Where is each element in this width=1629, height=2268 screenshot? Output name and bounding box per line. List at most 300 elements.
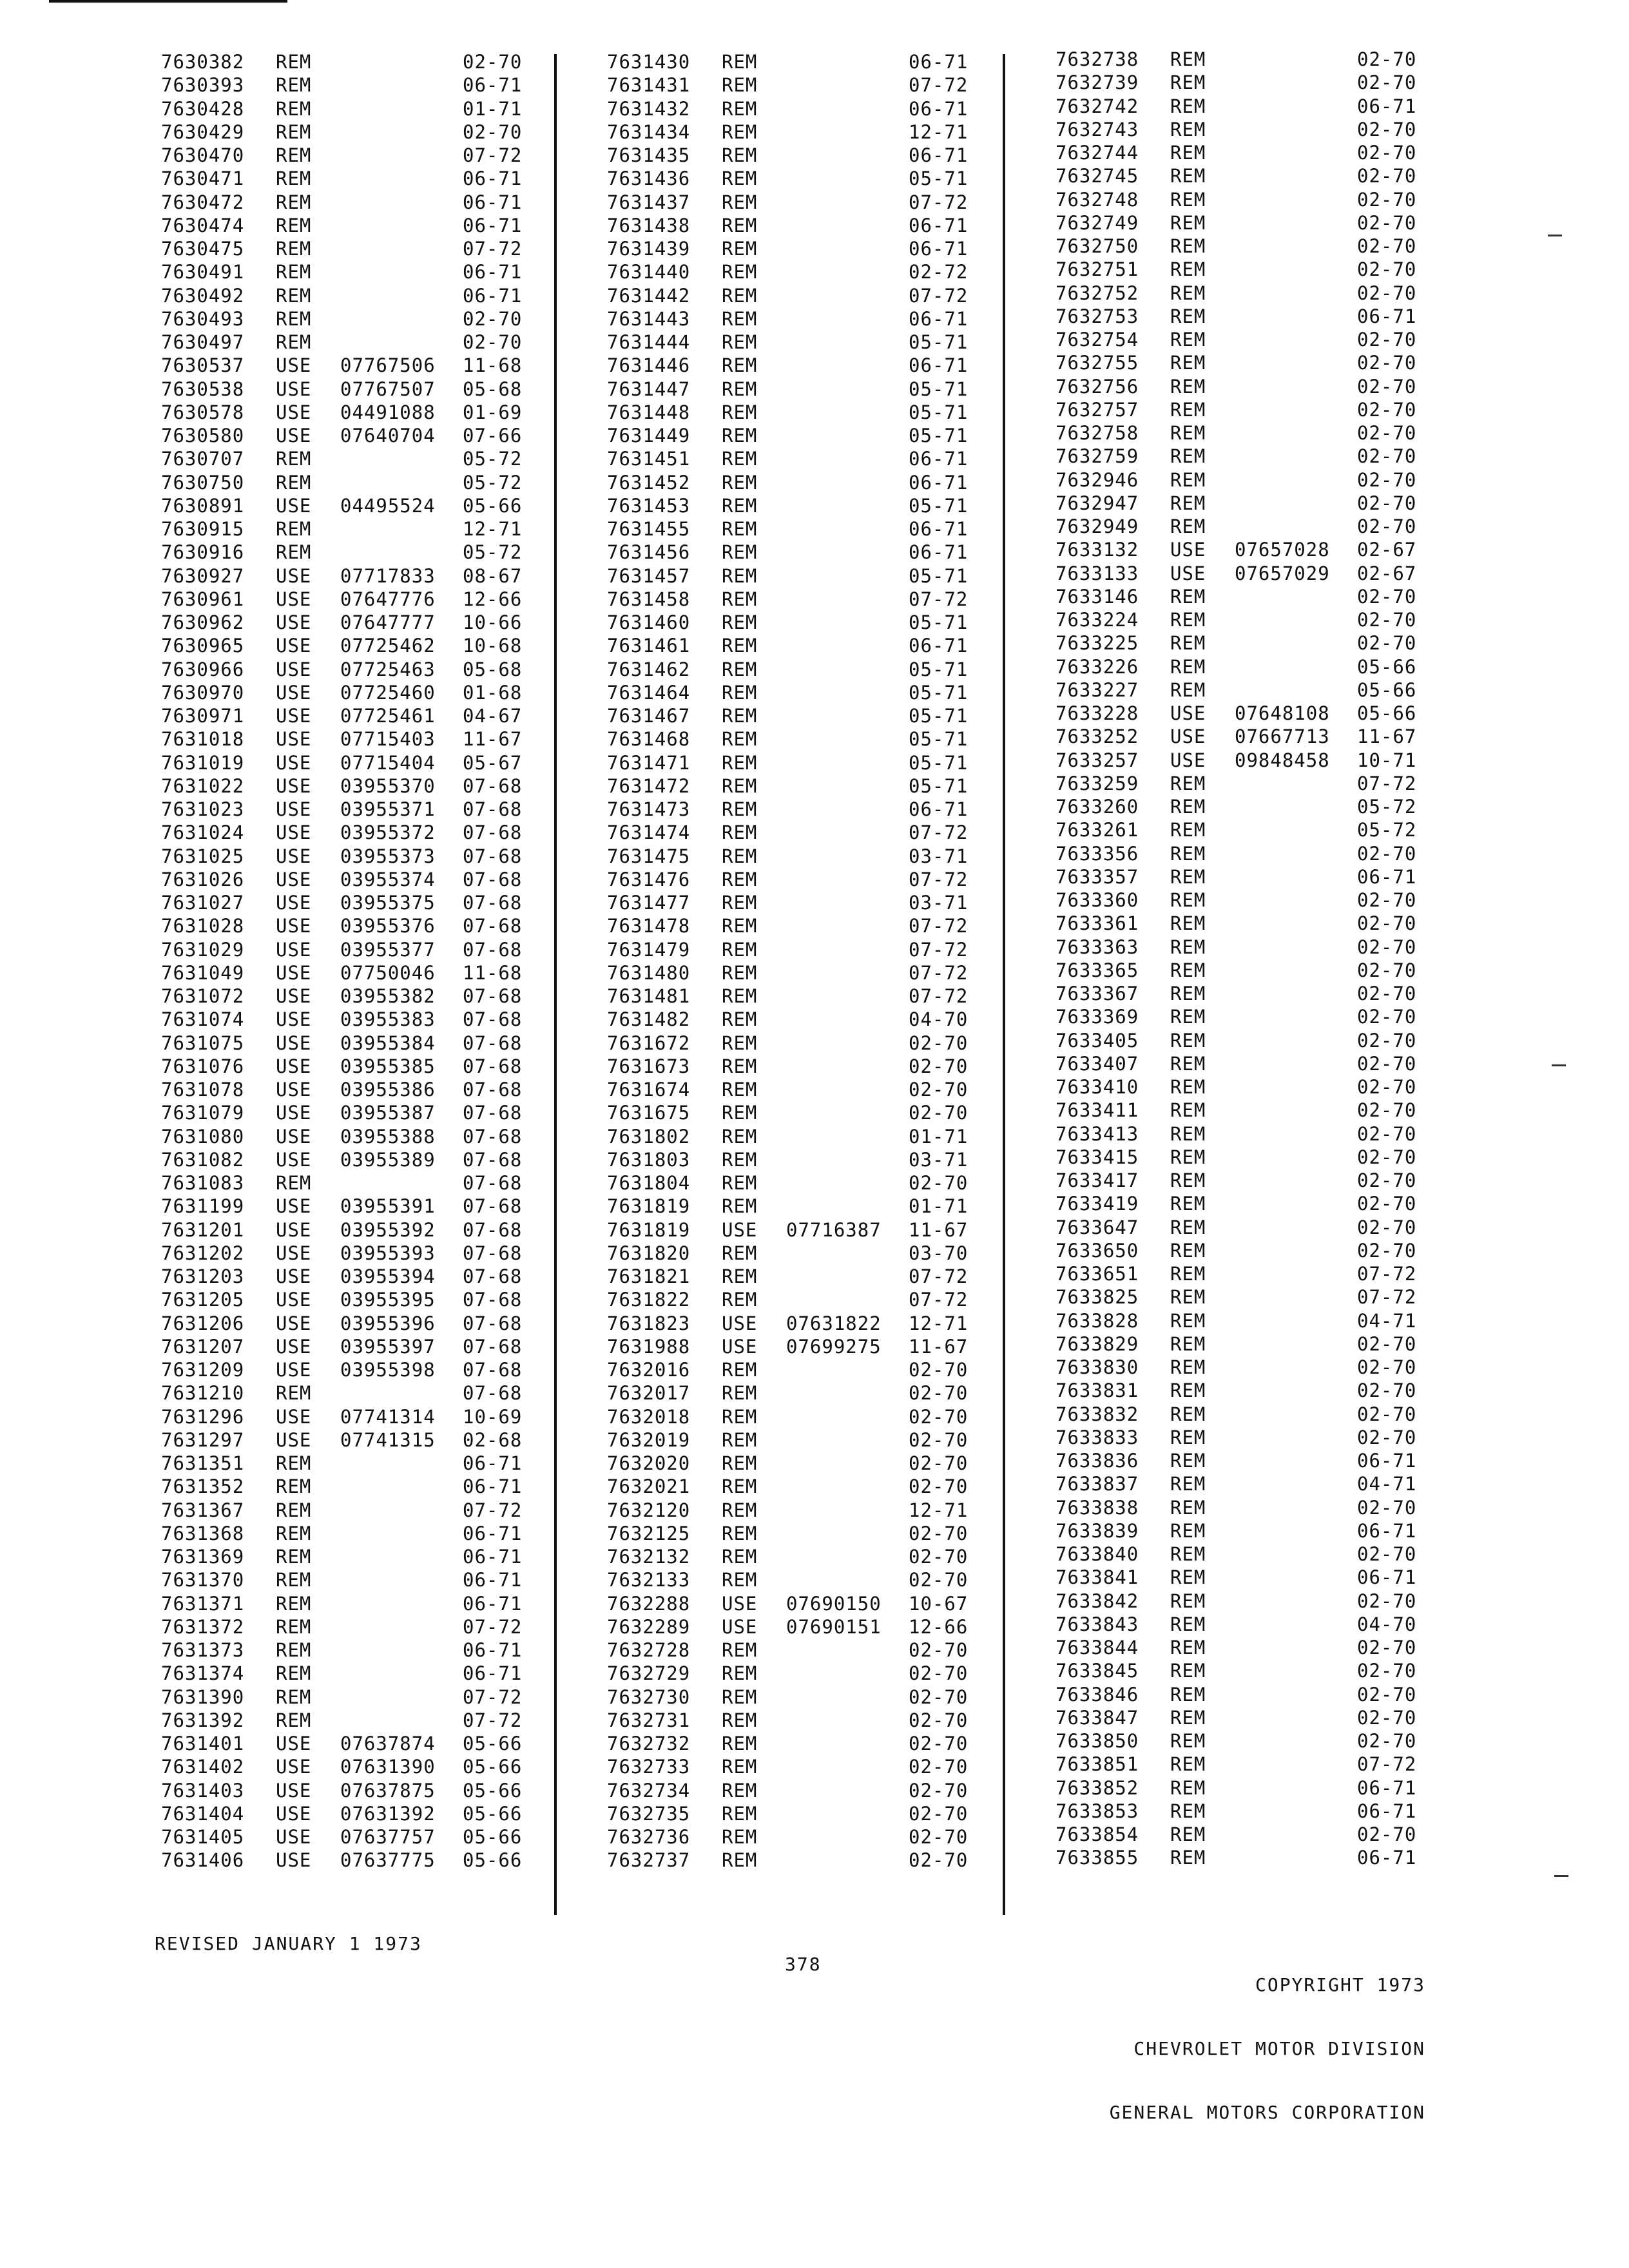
date: 01-71 [463,97,523,120]
part-row [161,167,521,190]
part-number: 7631203 [161,1265,245,1287]
date: 06-71 [1357,95,1417,117]
replacement-number: 07690151 [786,1615,882,1638]
date: 02-70 [1357,1169,1417,1191]
action-code: REM [1170,118,1206,140]
date: 06-71 [463,261,523,284]
action-code: REM [1170,468,1206,491]
copyright-block [1110,1932,1425,2144]
part-row [161,658,521,681]
part-number: 7630537 [161,354,245,377]
date: 02-70 [1357,1052,1417,1075]
part-row [161,378,521,401]
part-number: 7633847 [1055,1706,1139,1729]
part-number: 7633651 [1055,1263,1139,1285]
part-row [607,1358,967,1381]
date: 02-70 [1357,1637,1417,1658]
action-code: REM [722,1849,758,1872]
date: 02-70 [1357,1683,1417,1706]
part-row [1055,1169,1415,1192]
action-code: REM [1170,1239,1206,1262]
date: 05-71 [909,378,969,400]
action-code: USE [276,1826,312,1848]
date: 07-68 [463,774,523,797]
action-code: REM [1170,796,1206,818]
part-row [161,1592,521,1615]
part-row [1055,48,1415,71]
part-number: 7633854 [1055,1823,1139,1845]
date: 02-70 [1357,1076,1417,1098]
replacement-number: 07715404 [340,751,436,774]
date: 02-70 [463,51,523,73]
part-row [1055,375,1415,398]
part-number: 7631406 [161,1849,245,1872]
part-number: 7632757 [1055,398,1139,421]
part-row [161,1545,521,1568]
date: 07-72 [909,985,969,1007]
action-code: REM [1170,1730,1206,1752]
part-number: 7630580 [161,425,245,447]
date: 06-71 [909,471,969,494]
date: 05-66 [1357,702,1417,724]
action-code: REM [722,1475,758,1498]
part-row [607,144,967,167]
action-code: REM [722,168,758,190]
replacement-number: 07725461 [340,705,436,727]
date: 11-68 [463,354,523,377]
part-row [161,938,521,961]
part-number: 7632017 [607,1382,691,1405]
action-code: REM [722,1569,758,1591]
date: 05-71 [909,681,969,704]
part-number: 7633851 [1055,1753,1139,1776]
part-row [161,985,521,1008]
date: 02-70 [1357,282,1417,304]
part-row [161,1732,521,1755]
part-number: 7631464 [607,681,691,704]
date: 07-72 [463,1615,523,1638]
part-row [607,1662,967,1685]
part-row [607,1639,967,1662]
part-row [1055,71,1415,94]
part-row [1055,585,1415,608]
part-number: 7633844 [1055,1637,1139,1658]
date: 06-71 [909,354,969,377]
part-row [161,1428,521,1452]
part-number: 7630472 [161,191,245,213]
date: 02-70 [1357,1730,1417,1752]
replacement-number: 03955398 [340,1359,436,1381]
date: 11-67 [909,1218,969,1241]
top-rule [49,0,287,3]
date: 07-72 [909,822,969,844]
date: 02-70 [1357,48,1417,70]
replacement-number: 07716387 [786,1218,882,1241]
action-code: REM [1170,1379,1206,1402]
part-number: 7631802 [607,1125,691,1148]
part-row [161,681,521,704]
part-row [161,914,521,937]
part-row [607,517,967,541]
part-number: 7631439 [607,238,691,260]
date: 02-70 [909,1452,969,1474]
action-code: REM [722,1639,758,1661]
date: 11-67 [463,728,523,751]
action-code: REM [276,1475,312,1498]
part-number: 7631075 [161,1032,245,1054]
action-code: REM [1170,1193,1206,1215]
action-code: USE [1170,539,1206,561]
date: 10-67 [909,1592,969,1615]
date: 05-71 [909,564,969,587]
part-row [161,1101,521,1124]
action-code: REM [722,1428,758,1451]
action-code: USE [276,961,312,984]
part-number: 7632739 [1055,72,1139,94]
part-number: 7632728 [607,1639,691,1661]
part-row [607,1732,967,1755]
action-code: REM [722,1802,758,1825]
date: 02-70 [1357,585,1417,608]
date: 07-68 [463,798,523,820]
action-code: REM [276,191,312,213]
part-row [161,564,521,588]
part-row [1055,725,1415,748]
action-code: REM [1170,282,1206,304]
part-row [161,1639,521,1662]
date: 01-68 [463,681,523,704]
part-row [161,1615,521,1639]
part-number: 7631022 [161,774,245,797]
action-code: USE [276,1218,312,1241]
action-code: USE [276,798,312,820]
part-row [161,751,521,774]
action-code: REM [1170,398,1206,421]
date: 05-66 [463,494,523,517]
part-number: 7631480 [607,961,691,984]
action-code: REM [1170,95,1206,117]
action-code: USE [276,774,312,797]
part-number: 7633252 [1055,726,1139,748]
date: 07-72 [1357,1263,1417,1285]
action-code: REM [1170,865,1206,888]
replacement-number: 03955376 [340,915,436,937]
date: 02-70 [909,1733,969,1754]
part-number: 7632752 [1055,282,1139,304]
part-row [161,1008,521,1031]
part-number: 7632742 [1055,95,1139,117]
date: 02-70 [1357,1426,1417,1448]
date: 03-71 [909,845,969,867]
part-row [161,1032,521,1055]
part-number: 7630891 [161,494,245,517]
date: 06-71 [909,541,969,564]
action-code: REM [276,541,312,564]
date: 07-72 [1357,1286,1417,1309]
part-row [607,1335,967,1358]
part-row [607,1312,967,1335]
action-code: REM [1170,1076,1206,1098]
date: 06-71 [463,168,523,190]
part-row [1055,1262,1415,1285]
action-code: REM [1170,632,1206,655]
part-number: 7631024 [161,822,245,844]
part-number: 7633369 [1055,1006,1139,1028]
date: 07-68 [463,1312,523,1334]
part-row [1055,982,1415,1005]
part-number: 7631803 [607,1148,691,1171]
date: 11-67 [1357,726,1417,748]
replacement-number: 07725462 [340,635,436,657]
date: 05-66 [463,1849,523,1872]
part-row [161,774,521,798]
date: 02-70 [1357,1332,1417,1355]
action-code: REM [1170,305,1206,327]
part-number: 7632949 [1055,515,1139,537]
action-code: REM [722,541,758,564]
part-row [161,1242,521,1265]
replacement-number: 07741315 [340,1428,436,1451]
part-row [161,1148,521,1171]
replacement-number: 07715403 [340,728,436,751]
part-number: 7633225 [1055,632,1139,655]
part-row [161,1802,521,1825]
part-number: 7631018 [161,728,245,751]
part-number: 7633363 [1055,936,1139,958]
part-number: 7631472 [607,774,691,797]
date: 02-70 [463,307,523,330]
date: 05-71 [909,658,969,680]
action-code: REM [276,51,312,73]
part-row [607,985,967,1008]
action-code: USE [276,1779,312,1802]
part-number: 7633842 [1055,1590,1139,1612]
action-code: REM [722,938,758,961]
part-row [607,260,967,284]
date: 02-70 [1357,912,1417,935]
action-code: REM [722,448,758,470]
replacement-number: 03955389 [340,1148,436,1171]
part-row [161,1849,521,1872]
date: 10-68 [463,635,523,657]
action-code: USE [722,1218,758,1241]
action-code: REM [1170,142,1206,164]
date: 07-68 [463,1265,523,1287]
action-code: REM [1170,1800,1206,1822]
part-number: 7630961 [161,588,245,610]
part-number: 7632759 [1055,445,1139,468]
action-code: REM [276,97,312,120]
replacement-number: 03955371 [340,798,436,820]
part-number: 7631438 [607,214,691,236]
part-number: 7631823 [607,1312,691,1334]
date: 05-71 [909,774,969,797]
date: 06-71 [463,284,523,307]
part-number: 7633405 [1055,1029,1139,1052]
part-row [607,191,967,214]
part-number: 7631029 [161,938,245,961]
part-number: 7633417 [1055,1169,1139,1191]
part-number: 7632132 [607,1546,691,1568]
part-number: 7631449 [607,425,691,447]
date: 02-67 [1357,562,1417,584]
date: 02-70 [909,1849,969,1872]
part-row [161,424,521,447]
action-code: REM [276,1639,312,1661]
date: 06-71 [1357,1519,1417,1542]
part-number: 7630497 [161,331,245,353]
part-row [607,1171,967,1195]
part-row [161,517,521,541]
part-row [1055,936,1415,959]
part-row [1055,1613,1415,1636]
date: 05-72 [1357,796,1417,818]
action-code: REM [722,120,758,143]
action-code: USE [276,635,312,657]
part-number: 7631431 [607,74,691,97]
date: 02-70 [909,1079,969,1100]
part-number: 7631404 [161,1802,245,1825]
part-number: 7633837 [1055,1473,1139,1495]
action-code: USE [276,1289,312,1311]
date: 12-71 [909,1312,969,1334]
part-number: 7633852 [1055,1776,1139,1799]
part-row [1055,1566,1415,1589]
date: 06-71 [909,448,969,470]
part-number: 7630578 [161,401,245,423]
action-code: REM [1170,1566,1206,1589]
date: 02-70 [1357,329,1417,351]
date: 05-66 [1357,655,1417,678]
date: 05-66 [463,1802,523,1825]
action-code: REM [276,238,312,260]
part-row [161,1755,521,1778]
date: 02-70 [1357,936,1417,958]
part-row [607,1032,967,1055]
date: 02-70 [1357,1590,1417,1612]
action-code: REM [276,1172,312,1194]
part-number: 7630491 [161,261,245,284]
part-row [161,1171,521,1195]
action-code: REM [1170,1613,1206,1635]
date: 02-70 [1357,1356,1417,1378]
part-row [161,961,521,985]
date: 06-71 [1357,1566,1417,1589]
part-number: 7632730 [607,1686,691,1708]
part-number: 7631448 [607,401,691,423]
part-row [161,868,521,891]
part-row [161,634,521,657]
part-number: 7631371 [161,1592,245,1615]
part-number: 7630382 [161,51,245,73]
date: 04-67 [463,705,523,727]
replacement-number: 07631392 [340,1802,436,1825]
date: 06-71 [463,1639,523,1661]
action-code: USE [276,1055,312,1077]
part-number: 7630927 [161,564,245,587]
date: 07-68 [463,1148,523,1171]
date: 12-71 [909,1499,969,1521]
date: 07-68 [463,985,523,1007]
action-code: REM [722,892,758,914]
replacement-number: 07647777 [340,611,436,633]
part-row [607,1568,967,1591]
part-row [1055,655,1415,678]
part-number: 7630970 [161,681,245,704]
date: 02-70 [1357,375,1417,398]
action-code: REM [722,1079,758,1100]
date: 06-71 [463,191,523,213]
part-number: 7631370 [161,1569,245,1591]
part-number: 7631820 [607,1242,691,1264]
action-code: REM [722,845,758,867]
part-number: 7631027 [161,892,245,914]
replacement-number: 07750046 [340,961,436,984]
action-code: REM [722,658,758,680]
part-number: 7632736 [607,1826,691,1848]
part-row [607,1615,967,1639]
action-code: REM [276,448,312,470]
replacement-number: 07725463 [340,658,436,680]
part-row [1055,282,1415,305]
part-number: 7633227 [1055,678,1139,701]
part-row [607,938,967,961]
action-code: REM [1170,1122,1206,1145]
part-number: 7631025 [161,845,245,867]
date: 02-70 [909,1102,969,1124]
action-code: USE [722,1615,758,1638]
date: 07-68 [463,1079,523,1100]
part-number: 7631297 [161,1428,245,1451]
part-row [607,821,967,844]
part-row [1055,1332,1415,1356]
date: 02-70 [1357,468,1417,491]
part-number: 7631390 [161,1686,245,1708]
action-code: REM [722,1242,758,1264]
part-number: 7633415 [1055,1146,1139,1168]
part-row [1055,795,1415,818]
action-code: REM [722,1265,758,1287]
part-number: 7633833 [1055,1426,1139,1448]
replacement-number: 03955382 [340,985,436,1007]
margin-mark [1548,235,1562,236]
date: 07-72 [909,1265,969,1287]
part-number: 7631673 [607,1055,691,1077]
date: 10-66 [463,611,523,633]
action-code: REM [276,331,312,353]
date: 02-70 [909,1546,969,1568]
action-code: REM [722,1008,758,1031]
part-number: 7632733 [607,1756,691,1778]
action-code: USE [276,822,312,844]
part-row [607,214,967,237]
date: 06-71 [909,798,969,820]
action-code: REM [276,1662,312,1685]
date: 02-70 [1357,118,1417,140]
replacement-number: 07647776 [340,588,436,610]
date: 12-66 [463,588,523,610]
part-row [161,1522,521,1545]
part-number: 7632754 [1055,329,1139,351]
part-row [607,401,967,424]
action-code: REM [1170,445,1206,468]
date: 05-71 [909,611,969,633]
part-number: 7631079 [161,1102,245,1124]
part-row [1055,1216,1415,1239]
part-row [1055,1075,1415,1099]
part-row [607,284,967,307]
part-row [1055,1800,1415,1823]
